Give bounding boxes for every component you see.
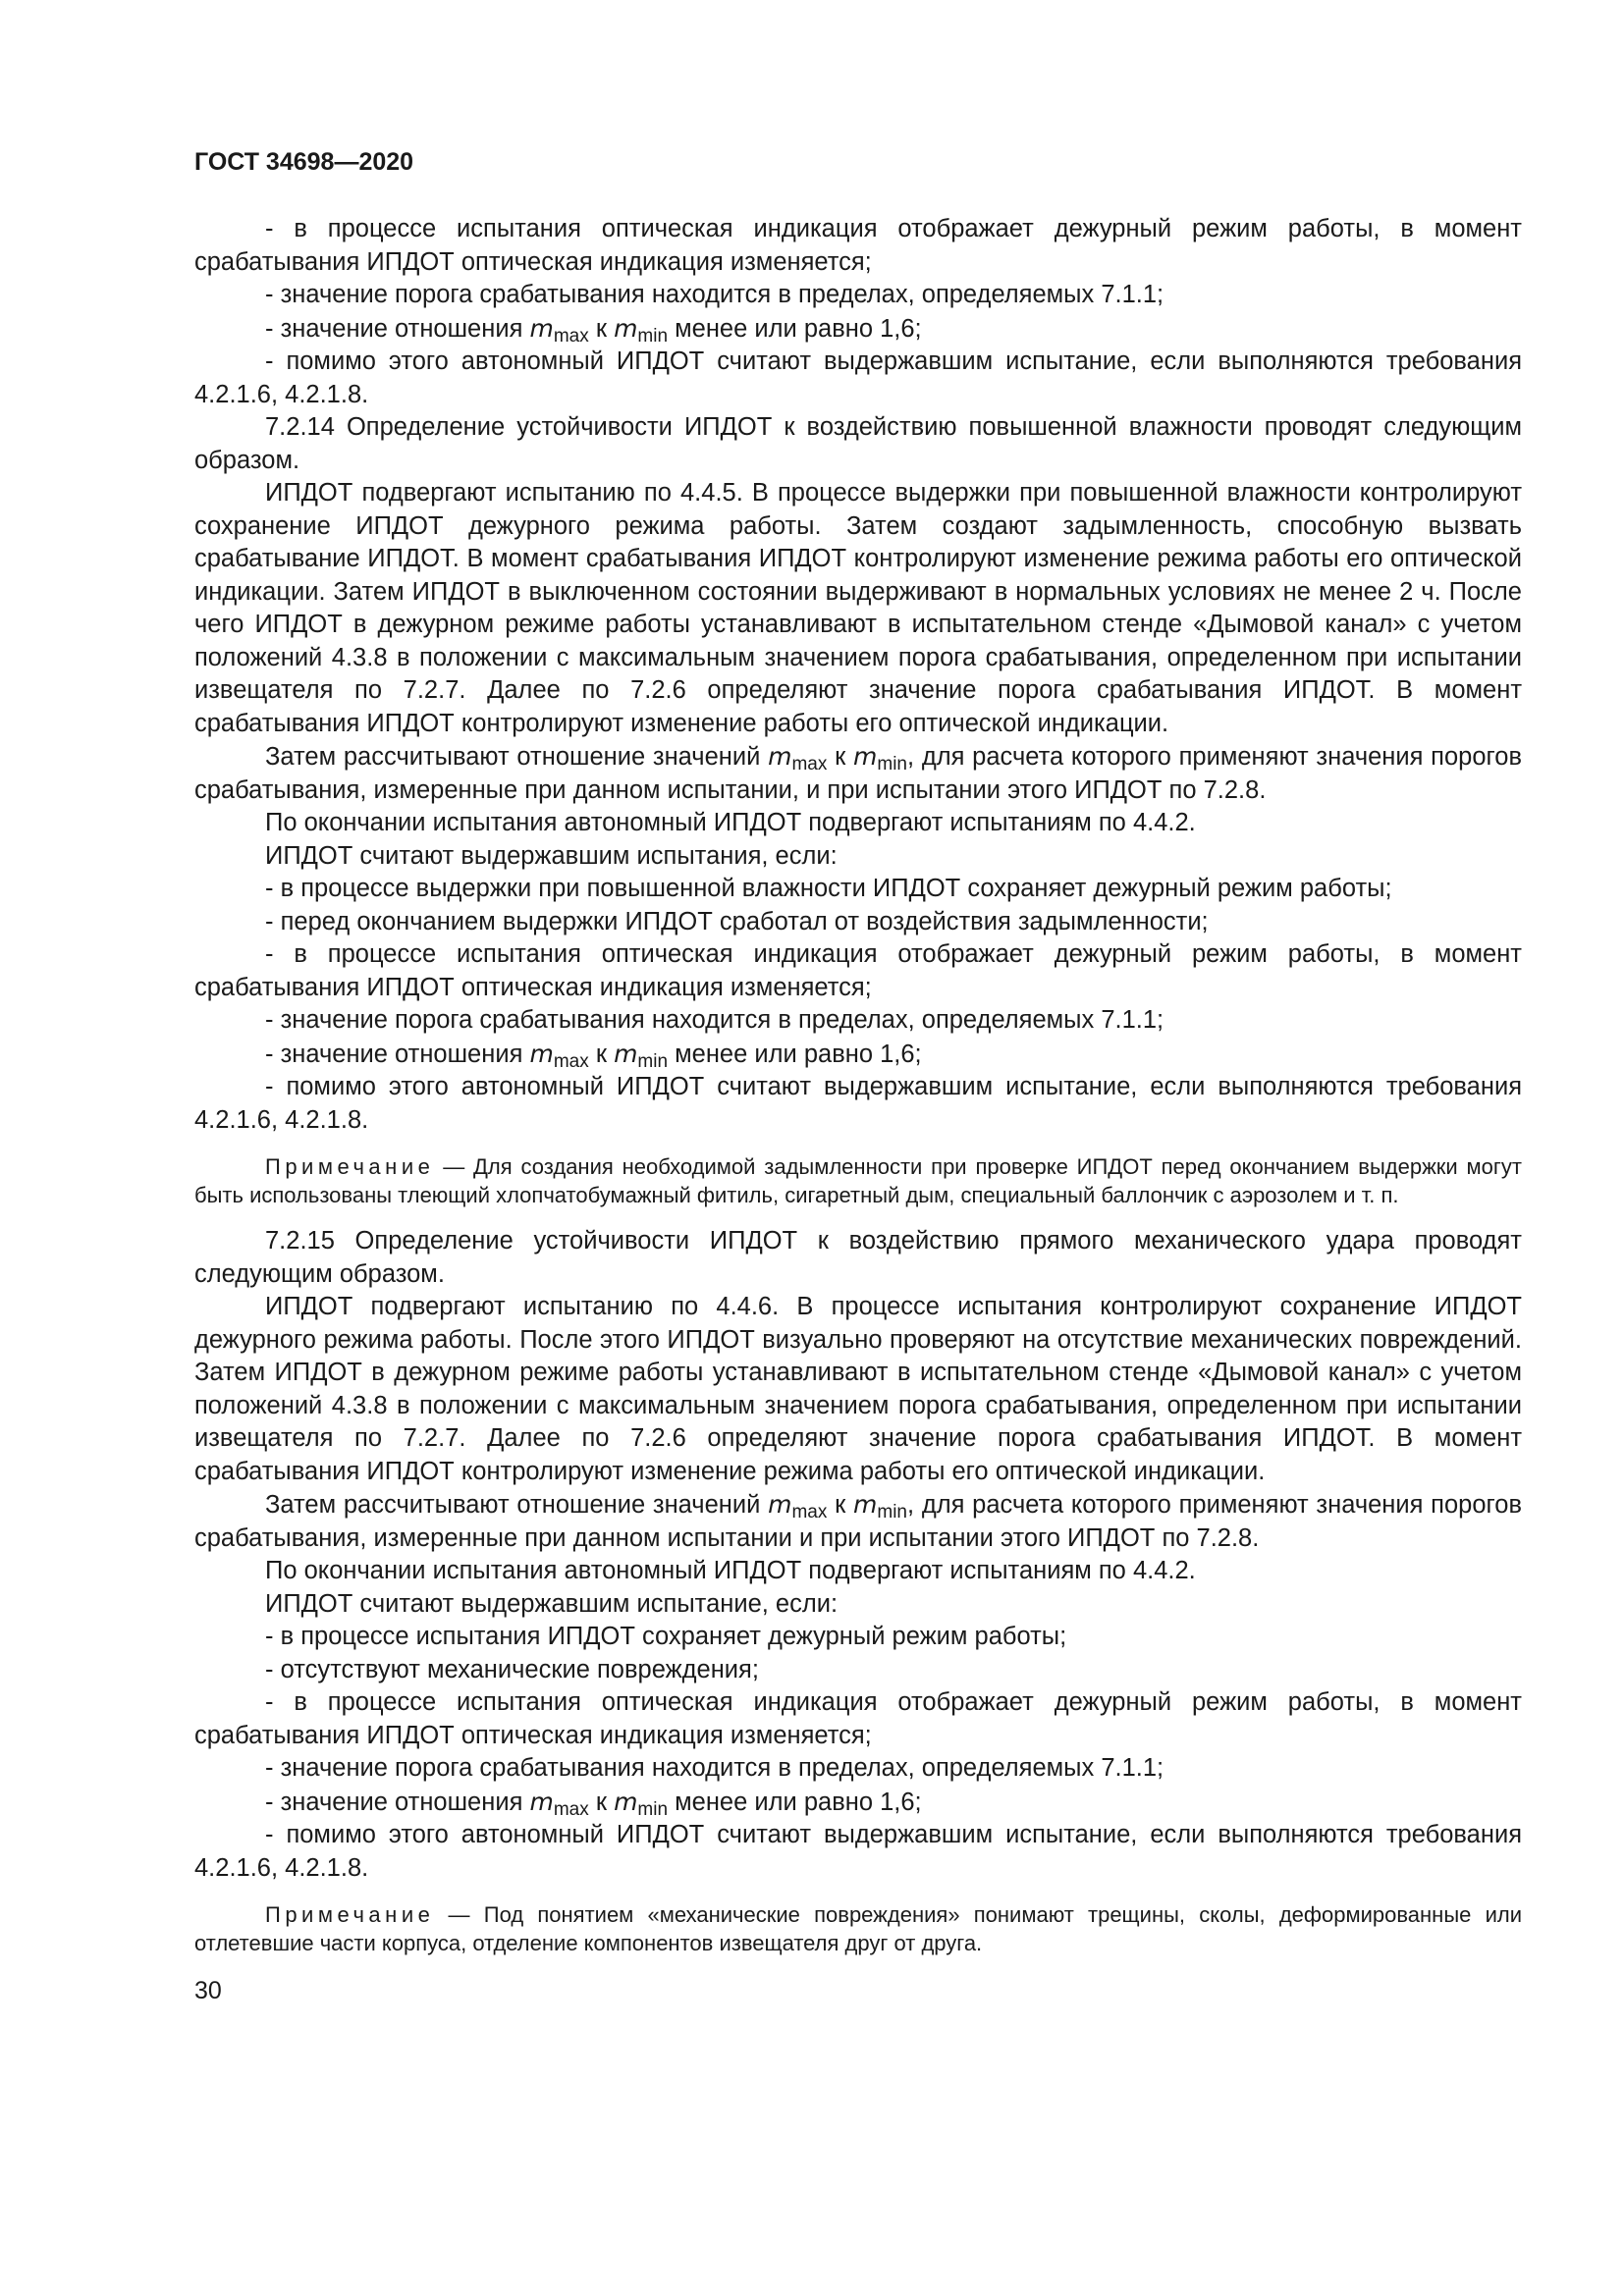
list-item: - помимо этого автономный ИПДОТ считают выдержавшим испытание, если выполняются требования 4.2.1.6, 4.2.1.8.	[194, 1073, 1522, 1134]
symbol-m: m	[614, 313, 638, 343]
document-header: ГОСТ 34698—2020	[194, 148, 414, 176]
subscript-min: min	[637, 1798, 669, 1820]
formula-paragraph	[194, 312, 1522, 347]
text-fragment: к	[588, 1788, 615, 1816]
text-fragment: - значение отношения	[265, 1788, 530, 1816]
paragraph: - в процессе испытания оптическая индикация отображает дежурный режим работы, в момент срабатывания ИПДОТ оптическая индикация изменяется;	[194, 215, 1522, 276]
note	[194, 1900, 1522, 1957]
text-fragment: менее или равно 1,6;	[668, 314, 922, 343]
subscript-min: min	[877, 754, 907, 774]
list-item: - в процессе выдержки при повышенной влажности ИПДОТ сохраняет дежурный режим работы;	[265, 875, 1392, 902]
document-page	[194, 147, 1522, 2008]
symbol-m: m	[529, 1787, 554, 1816]
subscript-min: min	[637, 325, 669, 347]
text-fragment: - значение отношения	[265, 1040, 530, 1068]
symbol-m: m	[529, 313, 554, 343]
symbol-m: m	[614, 1039, 638, 1068]
subscript-max: max	[553, 1798, 589, 1820]
symbol-m: m	[768, 742, 792, 771]
text-fragment: к	[588, 1040, 615, 1068]
paragraph: ИПДОТ подвергают испытанию по 4.4.5. В процессе выдержки при повышенной влажности контролируют сохранение ИПДОТ дежурного режима работы. Затем создают задымленность, способную вызвать срабатывание ИПДОТ. В момент срабатывания ИПДОТ контролируют изменение режима работы его оптической индикации. Затем ИПДОТ в выключенном состоянии выдерживают в нормальных условиях не менее 2 ч. После чего ИПДОТ в дежурном режиме работы устанавливают в испытательном стенде «Дымовой канал» с учетом положений 4.3.8 в положении с максимальным значением порога срабатывания, определенном при испытании извещателя по 7.2.7. Далее по 7.2.6 определяют значение порога срабатывания ИПДОТ. В момент срабатывания ИПДОТ контролируют изменение работы его оптической индикации.	[194, 479, 1522, 737]
list-item: - в процессе испытания оптическая индикация отображает дежурный режим работы, в момент срабатывания ИПДОТ оптическая индикация изменяется;	[194, 940, 1522, 1001]
section-title-7-2-14: 7.2.14 Определение устойчивости ИПДОТ к воздействию повышенной влажности проводят следующим образом.	[194, 413, 1522, 474]
subscript-max: max	[553, 1050, 589, 1072]
symbol-m: m	[614, 1787, 638, 1816]
list-item: - в процессе испытания оптическая индикация отображает дежурный режим работы, в момент срабатывания ИПДОТ оптическая индикация изменяется;	[194, 1688, 1522, 1749]
text-fragment: к	[827, 743, 854, 771]
list-item: - перед окончанием выдержки ИПДОТ сработал от воздействия задымленности;	[265, 907, 1209, 935]
note	[194, 1152, 1522, 1209]
list-item	[194, 1038, 1522, 1072]
paragraph: ИПДОТ считают выдержавшим испытания, если:	[265, 841, 838, 870]
text-fragment: к	[588, 314, 615, 343]
page-number: 30	[194, 1977, 222, 2004]
symbol-m: m	[853, 742, 878, 771]
symbol-m: m	[768, 1490, 792, 1519]
subscript-max: max	[791, 754, 828, 774]
paragraph: - значение порога срабатывания находится в пределах, определяемых 7.1.1;	[265, 281, 1164, 308]
list-item: - значение порога срабатывания находится в пределах, определяемых 7.1.1;	[265, 1754, 1164, 1782]
paragraph: ИПДОТ подвергают испытанию по 4.4.6. В процессе испытания контролируют сохранение ИПДОТ дежурного режима работы. После этого ИПДОТ визуально проверяют на отсутствие механических повреждений. Затем ИПДОТ в дежурном режиме работы устанавливают в испытательном стенде «Дымовой канал» с учетом положений 4.3.8 в положении с максимальным значением порога срабатывания, определенном при испытании извещателя по 7.2.7. Далее по 7.2.6 определяют значение порога срабатывания ИПДОТ. В момент срабатывания ИПДОТ контролируют изменение режима работы его оптической индикации.	[194, 1293, 1522, 1485]
note-label: Примечание	[265, 1902, 435, 1927]
text-fragment: , для расчета которого применяют значения порогов срабатывания, измеренные при данном испытании, и при испытании этого ИПДОТ по 7.2.8.	[194, 743, 1523, 804]
paragraph: - помимо этого автономный ИПДОТ считают выдержавшим испытание, если выполняются требования 4.2.1.6, 4.2.1.8.	[194, 347, 1522, 408]
text-fragment: , для расчета которого применяют значения порогов срабатывания, измеренные при данном испытании и при испытании этого ИПДОТ по 7.2.8.	[194, 1491, 1523, 1552]
subscript-max: max	[553, 325, 589, 347]
list-item: - в процессе испытания ИПДОТ сохраняет дежурный режим работы;	[265, 1623, 1067, 1650]
list-item: - помимо этого автономный ИПДОТ считают выдержавшим испытание, если выполняются требования 4.2.1.6, 4.2.1.8.	[194, 1821, 1522, 1882]
subscript-min: min	[637, 1050, 669, 1072]
text-fragment: Затем рассчитывают отношение значений	[265, 1491, 769, 1519]
note-text: — Для создания необходимой задымленности при проверке ИПДОТ перед окончанием выдержки могут быть использованы тлеющий хлопчатобумажный фитиль, сигаретный дым, специальный баллончик с аэрозолем и т. п.	[194, 1154, 1522, 1207]
text-fragment: Затем рассчитывают отношение значений	[265, 743, 769, 771]
text-fragment: менее или равно 1,6;	[668, 1040, 922, 1068]
symbol-m: m	[529, 1039, 554, 1068]
symbol-m: m	[853, 1490, 878, 1519]
text-fragment: к	[827, 1491, 854, 1519]
paragraph: ИПДОТ считают выдержавшим испытание, если:	[265, 1589, 839, 1618]
list-item: - значение порога срабатывания находится в пределах, определяемых 7.1.1;	[265, 1006, 1164, 1034]
section-title-7-2-15: 7.2.15 Определение устойчивости ИПДОТ к воздействию прямого механического удара проводят следующим образом.	[194, 1227, 1522, 1288]
note-label: Примечание	[265, 1154, 435, 1179]
text-fragment: - значение отношения	[265, 314, 530, 343]
text-fragment: менее или равно 1,6;	[668, 1788, 922, 1816]
subscript-max: max	[791, 1502, 828, 1522]
list-item	[194, 1786, 1522, 1820]
note-text: — Под понятием «механические повреждения» понимают трещины, сколы, деформированные или отлетевшие части корпуса, отделение компонентов извещателя друг от друга.	[194, 1902, 1522, 1955]
list-item: - отсутствуют механические повреждения;	[265, 1655, 759, 1683]
paragraph: По окончании испытания автономный ИПДОТ подвергают испытаниям по 4.4.2.	[265, 1557, 1196, 1584]
subscript-min: min	[877, 1502, 907, 1522]
formula-paragraph	[194, 1488, 1522, 1555]
paragraph: По окончании испытания автономный ИПДОТ подвергают испытаниям по 4.4.2.	[265, 809, 1196, 836]
formula-paragraph	[194, 740, 1522, 807]
